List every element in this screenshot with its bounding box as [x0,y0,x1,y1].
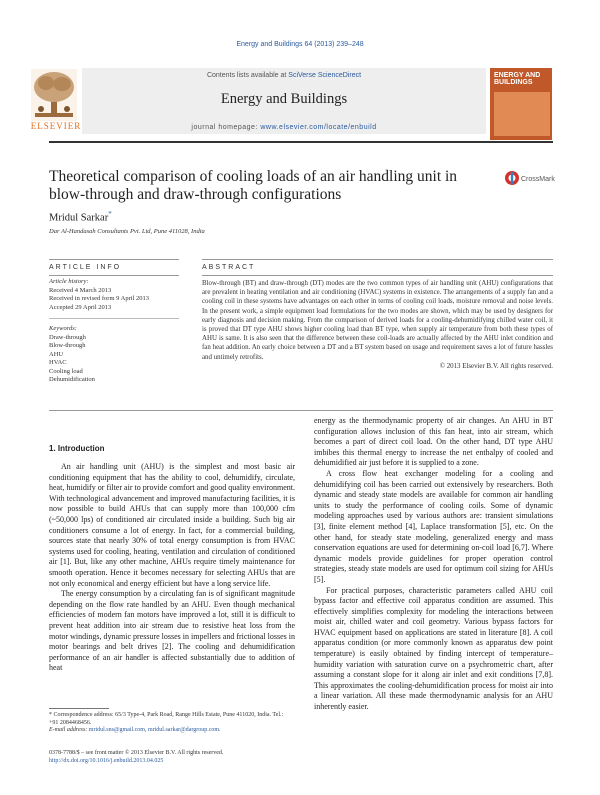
author-name[interactable]: Mridul Sarkar [49,212,109,224]
keyword-item: AHU [49,350,64,358]
journal-title: Energy and Buildings [220,91,348,107]
cover-title: ENERGY AND BUILDINGS [494,72,541,86]
abstract-bottom-rule [49,410,553,411]
journal-homepage [82,124,486,131]
crossmark-icon[interactable] [505,170,555,186]
article-title: Theoretical comparison of cooling loads of an air handling unit in blow-through and draw-through configurations [49,168,458,203]
article-info-mid-rule [49,275,179,276]
homepage-link[interactable]: www.elsevier.com/locate/enbuild [260,124,377,131]
article-info-heading: ARTICLE INFO [49,264,122,271]
body-right-column [314,416,553,713]
contents-line [82,72,486,79]
author-line [49,210,112,224]
body-left-column [49,462,295,674]
author-affiliation: Dar Al-Handasah Consultants Pvt. Ltd, Pune 411028, India [49,228,205,235]
homepage-prefix: journal homepage: [191,124,261,131]
journal-reference[interactable]: Energy and Buildings 64 (2013) 239–248 [236,41,364,48]
publication-info [49,750,349,765]
abstract-mid-rule [202,275,553,276]
keyword-item: HVAC [49,359,67,366]
article-info-top-rule [49,259,179,260]
keyword-item: Dehumidification [49,376,95,383]
body-paragraph: energy as the thermodynamic property of air changes. An AHU in BT configuration allows inclusion of this fan heat, into air stream, which becomes a part of direct coil load. On the other hand, DT type AHU imbibes this thermal energy to increase the net enthalpy of cooled and dehumidified air just before it is supplied to a zone. [314,416,553,468]
abstract-heading: ABSTRACT [202,264,256,271]
email-label: E-mail address: [49,727,88,733]
doi-link[interactable]: http://dx.doi.org/10.1016/j.enbuild.2013.04.025 [49,757,164,764]
keyword-item: Blow-through [49,342,86,349]
history-label: Article history: [49,278,89,285]
elsevier-tree-logo [31,69,77,121]
contents-prefix: Contents lists available at [206,72,289,79]
email-line [49,727,294,735]
cover-artwork [494,92,550,136]
info-divider [49,318,179,319]
author-footnote-mark[interactable]: * [108,210,112,218]
keyword-item: Cooling load [49,367,83,375]
body-paragraph: An air handling unit (AHU) is the simplest and most basic air conditioning equipment that has the ability to cool, dehumidify, circulate, heat, humidify or filter air to provide comfort and good quality environment. With technological advancement and improved manufacturing facilities, it is now possible to build AHUs that can supply more than 100,000 cfm (~50,000 lps) of conditioned air circulated inside a building. Such big air conditioners consume a lot of energy. In fact, for a commercial building, sources state that nearly 30% of total energy consumption is from HVAC systems used for cooling, heating, ventilation and circulation of conditioned air [1]. But, like any other machine, AHUs require timely maintenance for smooth operation. Hence it becomes necessary for selecting AHUs that are not only economical and energy efficient but have a long service life. [49,462,295,588]
history-revised: Received in revised form 9 April 2013 [49,295,150,302]
correspondence-address: * Correspondence address: 65/3 Type-4, Park Road, Range Hills Estate, Pune 411020, India. Tel.: +91 2084468456. [49,712,284,726]
body-paragraph: The energy consumption by a circulating fan is of significant magnitude depending on the flow rate handled by an AHU. Even though mechanical efficiencies of modern fan motors have improved a lot, still it is difficult to prevent heat addition into air stream due to resistive heat loss from the motor windings, dynamic pressure losses in impellers and frictional losses in motor bearings and belt drives [2]. The cooling and dehumidification performance of an air handler is affected substantially due to addition of heat [49,589,295,673]
crossmark-label: CrossMark [521,176,555,183]
footnote-rule [49,708,109,709]
email-addresses[interactable]: mridul.sns@gmail.com, mridul.sarkar@dargroup.com. [88,727,221,733]
keyword-item: Draw-through [49,333,86,341]
keywords-label: Keywords: [49,325,77,332]
history-received: Received 4 March 2013 [49,286,112,294]
history-accepted: Accepted 29 April 2013 [49,303,112,311]
copyright-notice: © 2013 Elsevier B.V. All rights reserved. [439,362,553,370]
article-info [49,278,179,385]
footnote [49,712,294,735]
abstract-top-rule [202,259,553,260]
header-rule [49,141,553,143]
publisher-name: ELSEVIER [30,121,82,131]
sciencedirect-link[interactable]: SciVerse ScienceDirect [288,72,362,79]
abstract [202,279,553,371]
section-title-introduction: 1. Introduction [49,444,105,453]
issn-line: 0378-7788/$ – see front matter © 2013 Elsevier B.V. All rights reserved. [49,750,224,756]
abstract-text: Blow-through (BT) and draw-through (DT) modes are the two common types of air handling unit (AHU) configurations that are prevalent in heating ventilation and air conditioning (HVAC) systems in existence. The arrangements of a supply fan and a cooling coil in these systems have advantages on each other in terms of cooling coil loads, moisture removal and noise levels. In the present work, a simple equipment load formulations for the two modes are shown, which may be used by designers for early diagnosis and decision making. From the comparison of derived loads for a cooling-dehumidifying chilled water coil, it is proved that DT type AHU shows higher cooling load than BT type, when supply air temperature from both these types of AHU is same. It is also seen that the difference between these coil-loads are actually affected by the AHU inlet condition and fan heat addition. An early choice between a DT and a BT system based on usage and requirement saves a lot of future hassles and untimely retrofits. [202,280,553,361]
body-paragraph: A cross flow heat exchanger modeling for a cooling and dehumidifying coil has been carried out extensively by researchers. Both dynamic and steady state models are available for common air handling units to study the performance of cooling coils. Some of dynamic modeling approaches used by various authors are: transient simulations [3], finite element method [4], Laplace transformation [5], etc. On the other hand, for steady state modeling, generalized energy and mass conservation equations are used for determining on-coil load [6,7]. Where dynamic models provide guidelines for proper operation control strategies, steady state models are used for optimum coil sizing for AHUs [5]. [314,468,553,584]
body-paragraph: For practical purposes, characteristic parameters called AHU coil bypass factor and effective coil apparatus condition are assumed. This effectively simplifies complexity for modeling the interactions between moist air, chilled water and coil geometry. Various bypass factors for HVAC equipment based on applications are stated in literature [8]. A coil apparatus condition (or more commonly known as apparatus dew point temperature) is easily obtained by finding intercept of temperature–humidity variation with saturation curve on a psychrometric chart, after assuming a constant slope for it along air inlet and exit conditions [7,8]. This approximates the cooling-dehumidification process for moist air into a linear variation. All these made thermodynamic analysis for an AHU inherently easier. [314,585,553,712]
